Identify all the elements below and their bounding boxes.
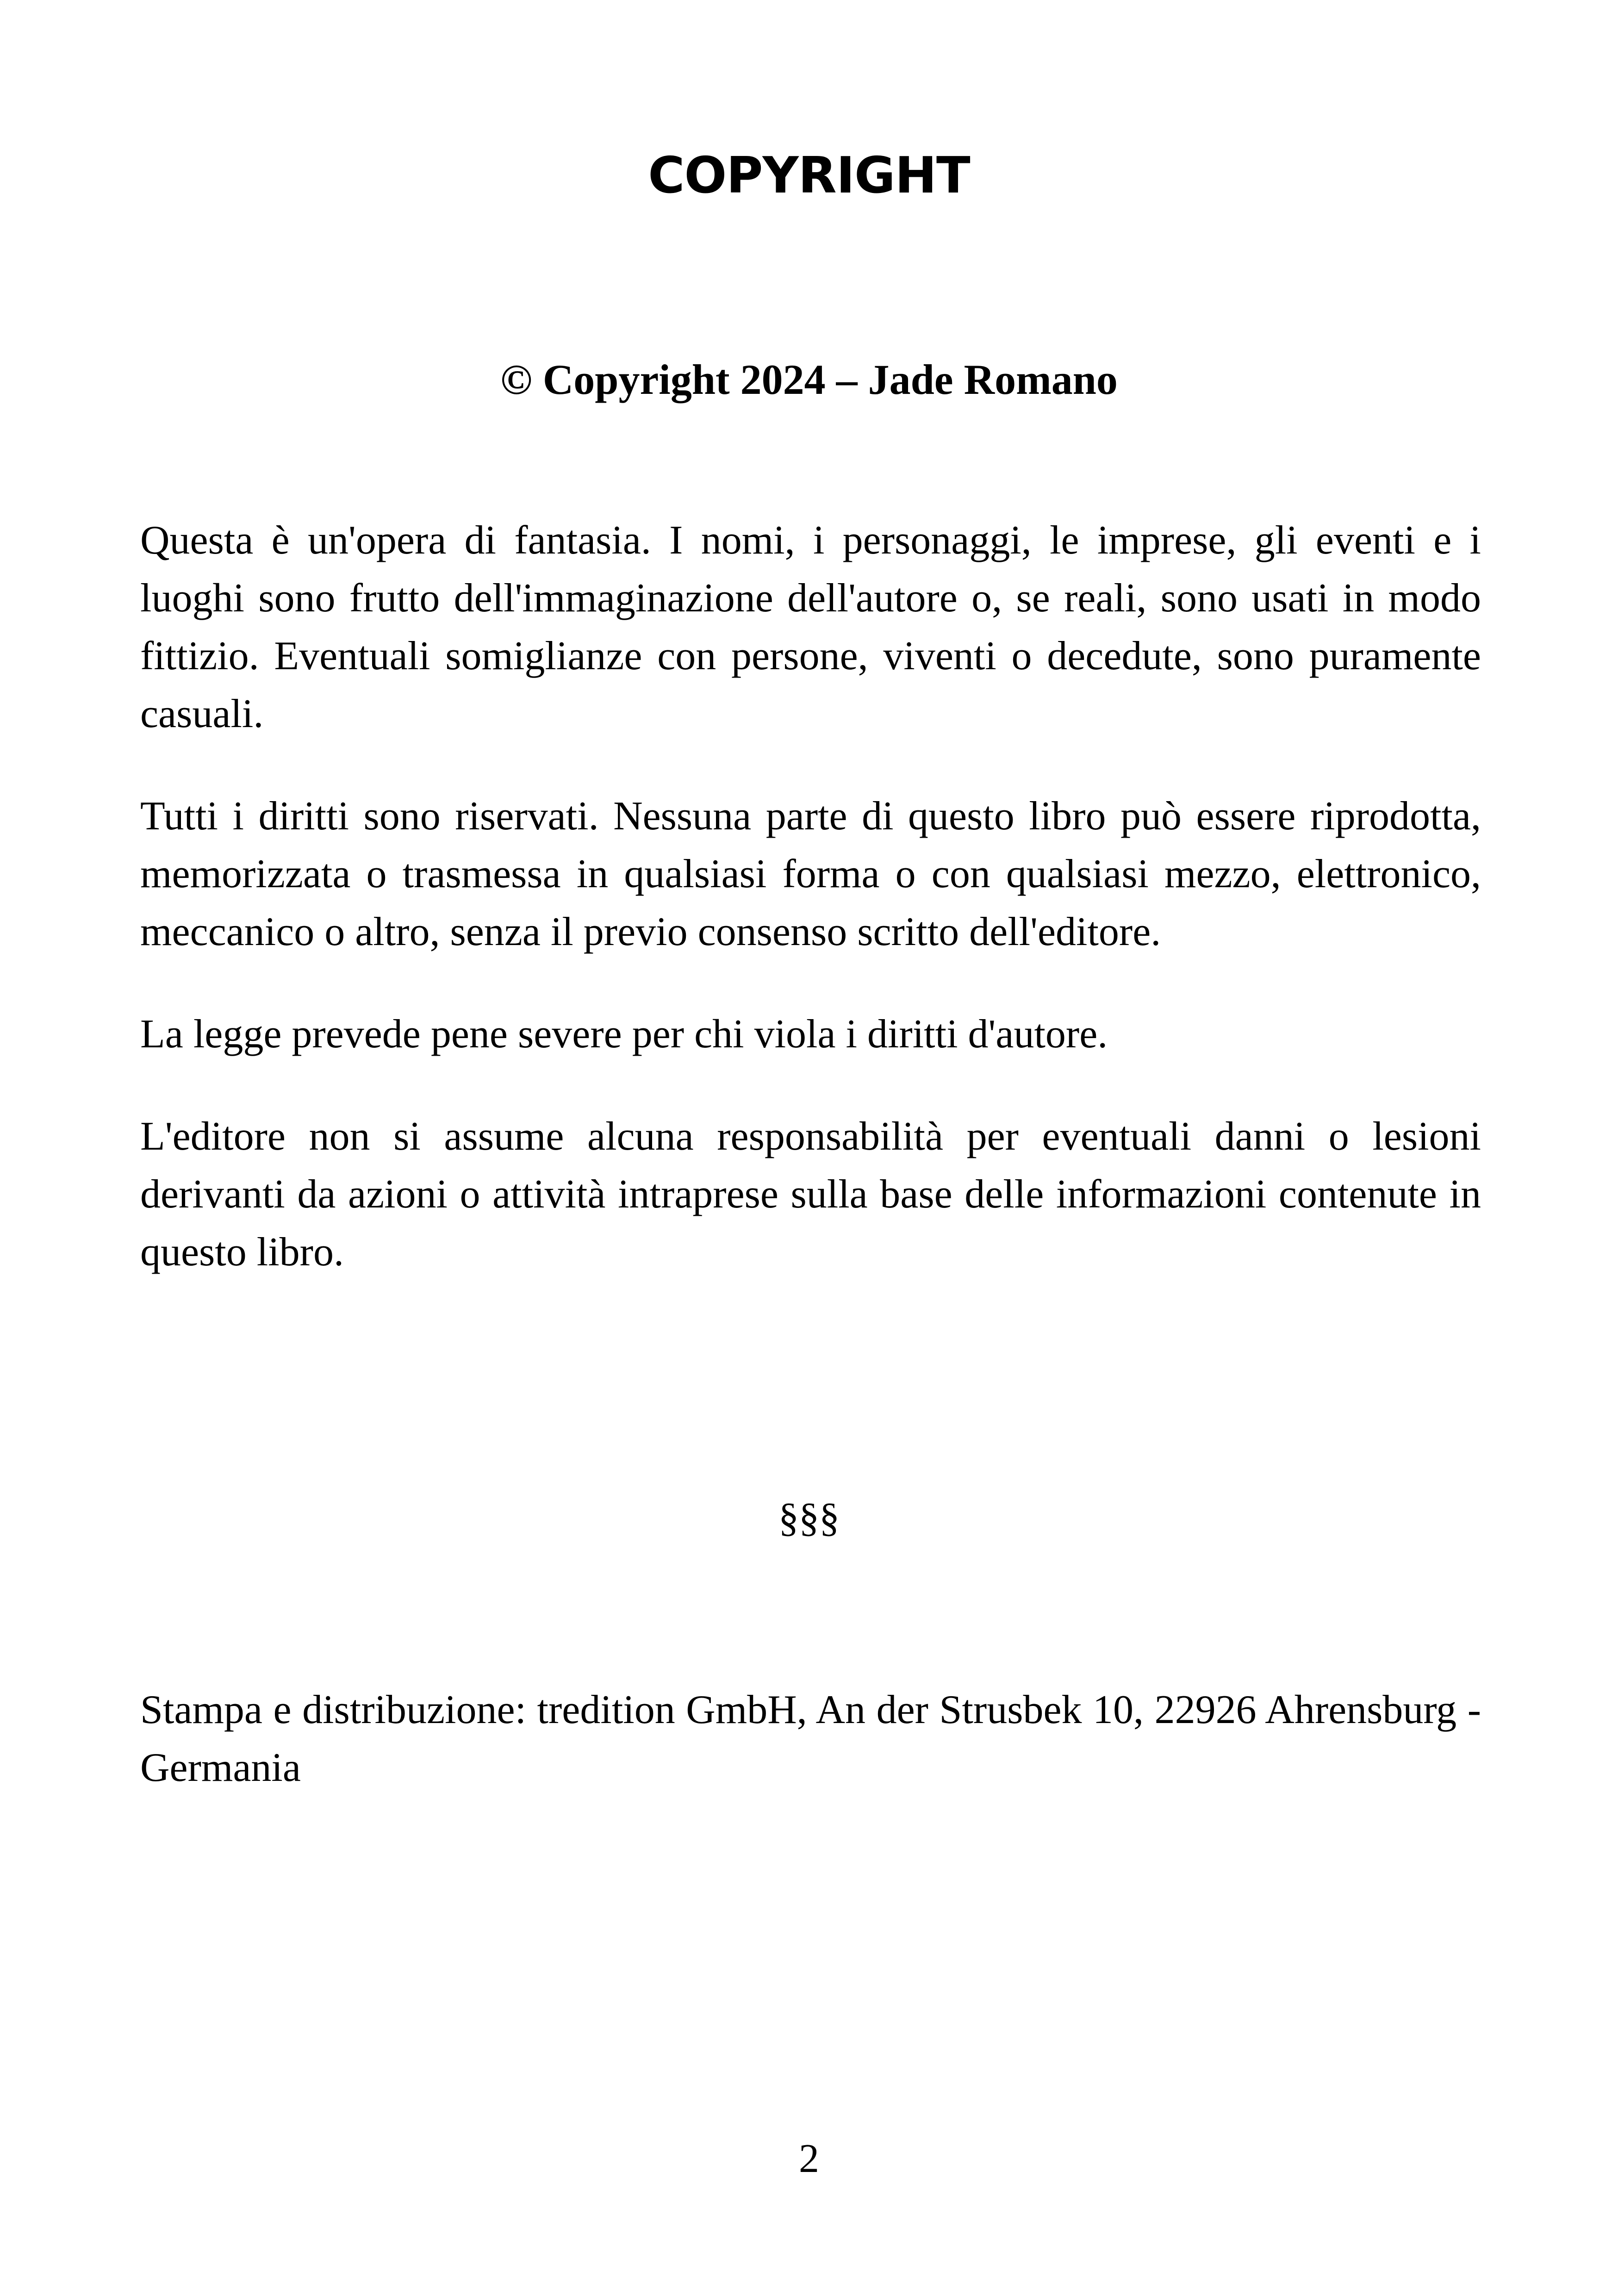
page-number: 2: [799, 2136, 819, 2181]
printer-imprint: Stampa e distribuzione: tredition GmbH, An der Strusbek 10, 22926 Ahrensburg - Germania: [140, 1687, 1481, 1790]
legal-text-body: [140, 511, 1481, 1325]
copyright-notice: © Copyright 2024 – Jade Romano: [500, 356, 1118, 403]
liability-paragraph: L'editore non si assume alcuna responsabilità per eventuali danni o lesioni derivanti da azioni o attività intraprese sulla base delle informazioni contenute in questo libro.: [140, 1114, 1481, 1275]
fiction-disclaimer-paragraph: Questa è un'opera di fantasia. I nomi, i personaggi, le imprese, gli eventi e i luoghi sono frutto dell'immaginazione dell'autore o, se reali, sono usati in modo fittizio. Eventuali somiglianze con persone, viventi o decedute, sono puramente casuali.: [140, 518, 1481, 736]
section-separator: §§§: [778, 1495, 840, 1540]
penalties-paragraph: La legge prevede pene severe per chi viola i diritti d'autore.: [140, 1012, 1108, 1057]
rights-reserved-paragraph: Tutti i diritti sono riservati. Nessuna parte di questo libro può essere riprodotta, memorizzata o trasmessa in qualsiasi forma o con qualsiasi mezzo, elettronico, meccanico o altro, senza il previo consenso scritto dell'editore.: [140, 794, 1481, 954]
page-heading: COPYRIGHT: [648, 147, 970, 205]
